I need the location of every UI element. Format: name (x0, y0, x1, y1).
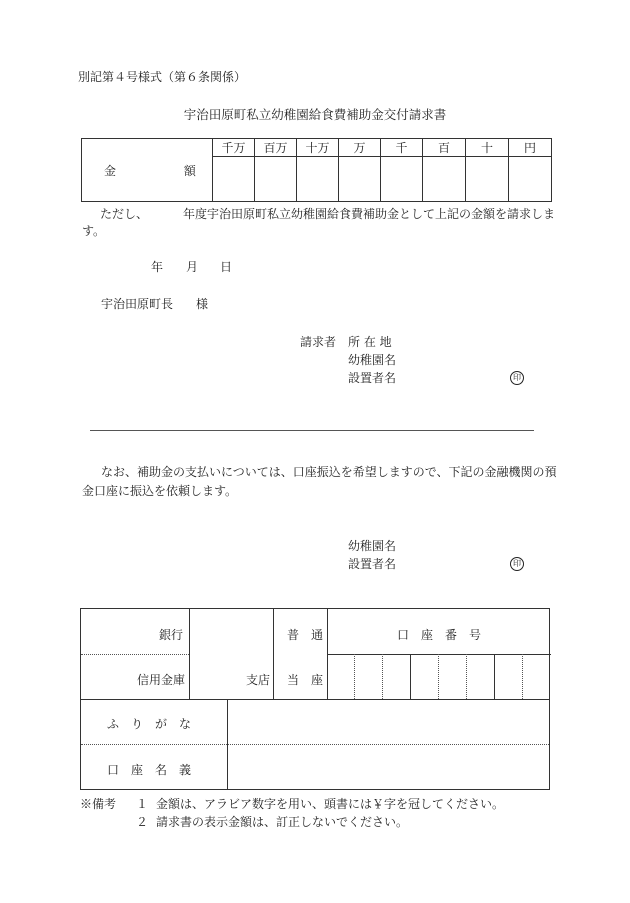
digit-input[interactable] (423, 157, 466, 202)
addressee-honorific: 様 (196, 297, 209, 311)
digit-header: 円 (509, 139, 552, 157)
digit-input[interactable] (255, 157, 297, 202)
request-prefix: ただし、 (100, 207, 149, 221)
request-body: 年度宇治田原町私立幼稚園給食費補助金として上記の金額を請求しま (183, 207, 556, 221)
digit-header: 百万 (255, 139, 297, 157)
digit-input[interactable] (509, 157, 552, 202)
digit-header: 十万 (297, 139, 339, 157)
date-year: 年 (151, 260, 164, 274)
amount-label-cell (82, 139, 213, 202)
date-day: 日 (220, 260, 233, 274)
ordinary-account-label: 普 通 (287, 628, 324, 642)
furigana-input[interactable] (229, 701, 547, 743)
branch-label: 支店 (246, 673, 271, 687)
note-number: ２ (136, 815, 149, 829)
address-label: 所 在 地 (348, 335, 392, 349)
digit-input[interactable] (381, 157, 423, 202)
transfer-kindergarten-label: 幼稚園名 (348, 539, 397, 553)
account-name-label: 口 座 名 義 (107, 763, 192, 777)
amount-label-right: 額 (183, 163, 196, 178)
note-text: 金額は、アラビア数字を用い、頭書には￥字を冠してください。 (156, 797, 505, 811)
digit-header: 百 (423, 139, 466, 157)
addressee-name: 宇治田原町長 (101, 297, 174, 311)
digit-header: 十 (466, 139, 509, 157)
bank-label: 銀行 (159, 628, 184, 642)
digit-header: 千 (381, 139, 423, 157)
notes-prefix: ※備考 (80, 797, 117, 811)
account-number-label: 口 座 番 号 (396, 628, 481, 642)
digit-header: 千万 (213, 139, 255, 157)
claimant-role: 請求者 (300, 335, 337, 349)
digit-input[interactable] (297, 157, 339, 202)
digit-input[interactable] (339, 157, 381, 202)
digit-input[interactable] (466, 157, 509, 202)
seal-icon: 印 (510, 369, 524, 385)
transfer-seal-icon: 印 (510, 555, 524, 571)
note-text: 請求書の表示金額は、訂正しないでください。 (156, 815, 409, 829)
digit-header: 万 (339, 139, 381, 157)
transfer-founder-label: 設置者名 (348, 557, 397, 571)
kindergarten-label: 幼稚園名 (348, 353, 397, 367)
page-title: 宇治田原町私立幼稚園給食費補助金交付請求書 (183, 107, 447, 122)
bank-table (80, 608, 550, 790)
note-number: １ (136, 797, 149, 811)
account-name-input[interactable] (229, 746, 547, 788)
founder-label: 設置者名 (348, 371, 397, 385)
transfer-line1: なお、補助金の支払いについては、口座振込を希望しますので、下記の金融機関の預 (101, 465, 557, 479)
current-account-label: 当 座 (287, 673, 324, 687)
transfer-line2: 金口座に振込を依頼します。 (82, 484, 238, 498)
digit-input[interactable] (213, 157, 255, 202)
form-label: 別記第４号様式（第６条関係） (78, 70, 247, 84)
amount-label-left: 金 (104, 163, 117, 178)
section-divider (90, 430, 534, 431)
amount-table (81, 138, 552, 202)
request-line2: す。 (82, 224, 106, 238)
credit-union-label: 信用金庫 (137, 673, 186, 687)
furigana-label: ふ り が な (107, 717, 192, 731)
date-month: 月 (186, 260, 199, 274)
